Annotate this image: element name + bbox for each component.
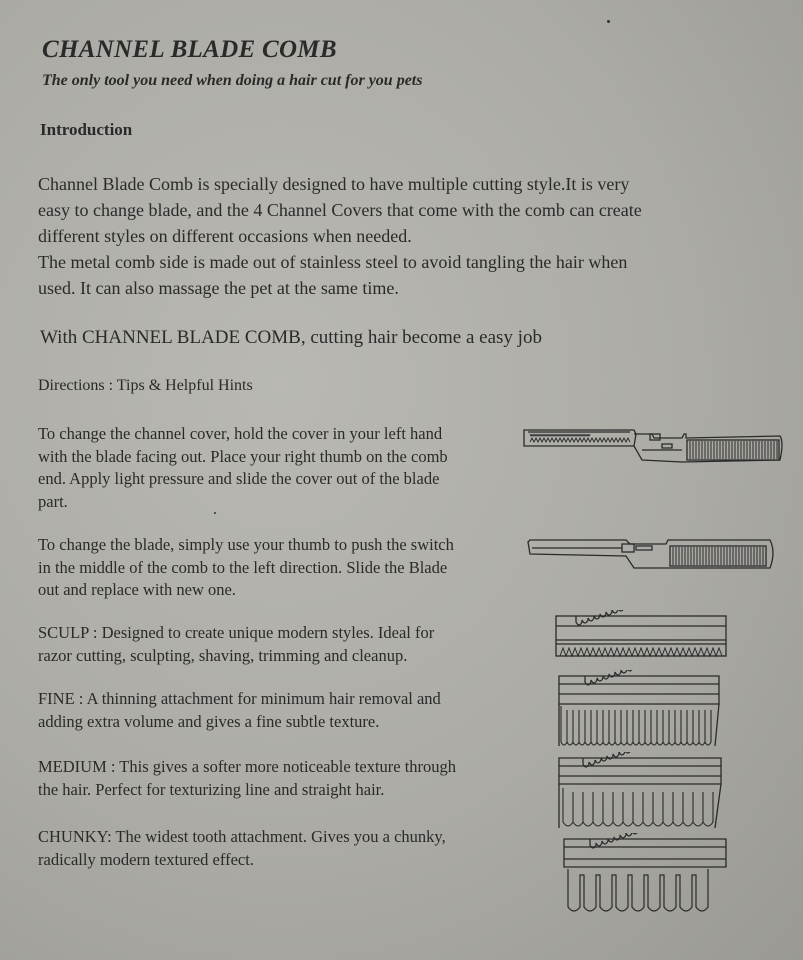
document-subtitle: The only tool you need when doing a hair cut for you pets	[42, 72, 423, 89]
comb-with-cover-illustration	[522, 420, 784, 470]
hint-fine	[38, 688, 441, 733]
hint-medium	[38, 756, 456, 801]
intro-line: Channel Blade Comb is specially designed to have multiple cutting style.It is very	[38, 174, 630, 194]
intro-line: used. It can also massage the pet at the same time.	[38, 278, 399, 298]
hint-line: To change the channel cover, hold the cover in your left hand	[38, 424, 443, 443]
hint-line: FINE : A thinning attachment for minimum hair removal and	[38, 689, 441, 708]
tagline: With CHANNEL BLADE COMB, cutting hair become a easy job	[40, 327, 542, 348]
hint-line: end. Apply light pressure and slide the cover out of the blade	[38, 469, 440, 488]
hint-line: CHUNKY: The widest tooth attachment. Gives you a chunky,	[38, 827, 446, 846]
hint-line: in the middle of the comb to the left direction. Slide the Blade	[38, 557, 448, 577]
sculp-attachment-illustration	[552, 610, 730, 660]
hint-chunky	[38, 826, 446, 871]
chunky-attachment-illustration	[560, 833, 732, 917]
directions-heading: Directions : Tips & Helpful Hints	[38, 377, 253, 394]
document-title: CHANNEL BLADE COMB	[42, 36, 337, 63]
hint-line: MEDIUM : This gives a softer more noticeable texture through	[38, 757, 457, 776]
hint-line: To change the blade, simply use your thumb to push the switch	[38, 535, 454, 554]
hint-line: the hair. Perfect for texturizing line and straight hair.	[38, 779, 385, 799]
fine-attachment-illustration	[555, 670, 725, 752]
intro-line: easy to change blade, and the 4 Channel Covers that come with the comb can create	[38, 200, 642, 220]
hint-sculp	[38, 622, 434, 667]
comb-without-cover-illustration	[526, 532, 776, 574]
hint-line: adding extra volume and gives a fine subtle texture.	[38, 711, 380, 731]
hint-line: radically modern textured effect.	[38, 849, 254, 869]
medium-attachment-illustration	[555, 752, 725, 832]
hint-line: SCULP : Designed to create unique modern styles. Ideal for	[38, 623, 435, 642]
intro-line: The metal comb side is made out of stainless steel to avoid tangling the hair when	[38, 252, 628, 272]
introduction-heading: Introduction	[40, 120, 133, 139]
print-speck	[214, 512, 216, 514]
hint-line: with the blade facing out. Place your right thumb on the comb	[38, 446, 448, 466]
hint-change-blade	[38, 534, 454, 602]
hint-line: razor cutting, sculpting, shaving, trimming and cleanup.	[38, 645, 408, 665]
hint-line: out and replace with new one.	[38, 580, 236, 599]
hint-line: part.	[38, 491, 68, 511]
intro-line: different styles on different occasions when needed.	[38, 226, 412, 246]
print-speck	[607, 20, 610, 23]
introduction-body	[38, 171, 642, 301]
hint-change-cover	[38, 423, 448, 513]
